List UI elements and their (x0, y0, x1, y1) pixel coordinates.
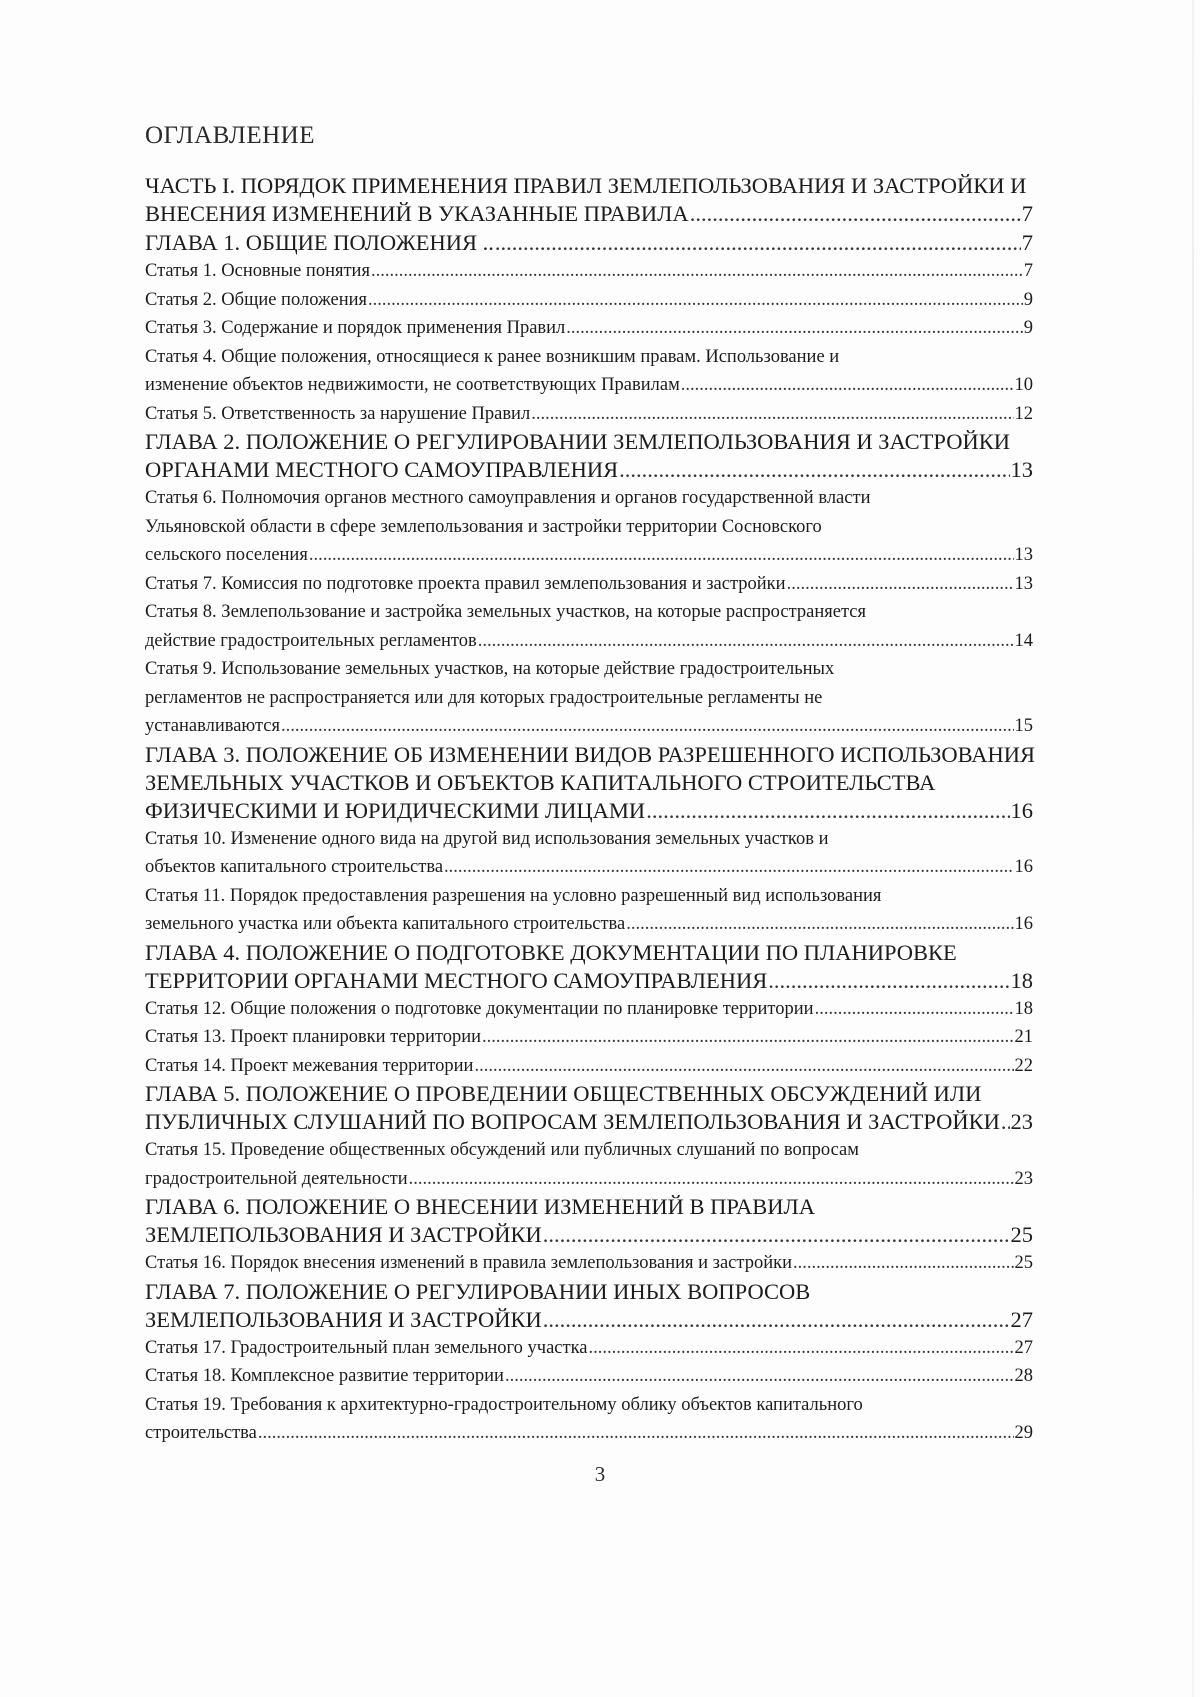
toc-entry-article (145, 286, 1033, 315)
dot-leader (589, 1334, 1014, 1363)
toc-entry-last-line (145, 257, 1033, 286)
dot-leader (258, 1419, 1014, 1448)
toc-entry-article (145, 1052, 1033, 1081)
toc-entry-text: Статья 16. Порядок внесения изменений в правила землепользования и застройки (145, 1253, 792, 1273)
toc-entry-text: строительства (145, 1423, 257, 1443)
toc-page-number: 13 (1010, 457, 1033, 482)
toc-entry-last-line (145, 570, 1033, 599)
toc-page-number: 27 (1010, 1306, 1033, 1332)
toc-entry-line: ГЛАВА 5. ПОЛОЖЕНИЕ О ПРОВЕДЕНИИ ОБЩЕСТВЕННЫХ ОБСУЖДЕНИЙ ИЛИ (145, 1081, 982, 1106)
toc-entry-last-line (145, 1052, 1033, 1081)
toc-entry-chapter (145, 229, 1033, 257)
toc-entry-text: ГЛАВА 1. ОБЩИЕ ПОЛОЖЕНИЯ .. (145, 230, 494, 255)
toc-entry-line: ГЛАВА 7. ПОЛОЖЕНИЕ О РЕГУЛИРОВАНИИ ИНЫХ ВОПРОСОВ (145, 1278, 811, 1304)
toc-entry-line: ГЛАВА 4. ПОЛОЖЕНИЕ О ПОДГОТОВКЕ ДОКУМЕНТАЦИИ ПО ПЛАНИРОВКЕ (145, 939, 957, 965)
toc-entry-article (145, 314, 1033, 343)
toc-page-number: 10 (1014, 375, 1033, 395)
toc-page-number: 25 (1010, 1222, 1033, 1247)
toc-page-number: 25 (1014, 1253, 1033, 1273)
toc-entry-text: устанавливаются (145, 716, 281, 736)
dot-leader (815, 995, 1014, 1024)
toc-entry-article (145, 1249, 1033, 1278)
toc-page-number: 14 (1014, 630, 1033, 651)
toc-entry-last-line (145, 229, 1033, 257)
toc-entry-article (145, 257, 1033, 286)
toc-entry-last-line (145, 541, 1033, 570)
toc-entry-article (145, 1362, 1033, 1391)
toc-entry-article (145, 1391, 1033, 1448)
toc-entry-article (145, 882, 1033, 939)
dot-leader (566, 314, 1022, 343)
toc-entry-article (145, 598, 1033, 655)
toc-entry-last-line (145, 1334, 1033, 1363)
toc-entry-line: Ульяновской области в сфере землепользования и застройки территории Сосновского (145, 516, 822, 537)
table-of-contents (145, 172, 1033, 1448)
toc-entry-article (145, 400, 1033, 429)
toc-entry-last-line (145, 314, 1033, 343)
toc-entry-article (145, 825, 1033, 882)
toc-page-number: 22 (1014, 1055, 1033, 1076)
toc-page-number: 29 (1014, 1423, 1033, 1443)
toc-entry-line: регламентов не распространяется или для которых градостроительные регламенты не (145, 687, 823, 708)
toc-entry-line: Статья 4. Общие положения, относящиеся к ранее возникшим правам. Использование и (145, 346, 840, 367)
dot-leader (474, 1052, 1013, 1081)
toc-entry-line: ГЛАВА 6. ПОЛОЖЕНИЕ О ВНЕСЕНИИ ИЗМЕНЕНИЙ В ПРАВИЛА (145, 1194, 816, 1219)
toc-entry-last-line (145, 627, 1033, 656)
toc-entry-line: Статья 15. Проведение общественных обсуждений или публичных слушаний по вопросам (145, 1140, 859, 1160)
toc-page-number: 27 (1014, 1337, 1033, 1358)
toc-entry-last-line (145, 1419, 1033, 1448)
dot-leader (444, 853, 1013, 882)
dot-leader (626, 910, 1013, 939)
toc-entry-last-line (145, 995, 1033, 1024)
page-number: 3 (594, 1462, 606, 1486)
toc-entry-text: ЗЕМЛЕПОЛЬЗОВАНИЯ И ЗАСТРОЙКИ (145, 1306, 542, 1332)
toc-page-number: 12 (1014, 403, 1033, 424)
toc-entry-line: Статья 8. Землепользование и застройка земельных участков, на которые распространяется (145, 602, 867, 622)
toc-entry-line: Статья 10. Изменение одного вида на другой вид использования земельных участков и (145, 828, 829, 849)
toc-page-number: 9 (1023, 289, 1033, 310)
dot-leader (505, 1362, 1014, 1391)
toc-entry-line: ЗЕМЕЛЬНЫХ УЧАСТКОВ И ОБЪЕКТОВ КАПИТАЛЬНОГО СТРОИТЕЛЬСТВА (145, 769, 936, 795)
toc-entry-part (145, 172, 1033, 228)
toc-entry-last-line (145, 286, 1033, 315)
toc-entry-text: ОРГАНАМИ МЕСТНОГО САМОУПРАВЛЕНИЯ (145, 457, 619, 482)
scan-edge (1192, 0, 1194, 1697)
dot-leader (787, 570, 1014, 599)
toc-entry-article (145, 1023, 1033, 1052)
toc-entry-text: земельного участка или объекта капитального строительства (145, 914, 626, 934)
toc-entry-text: действие градостроительных регламентов (145, 630, 477, 651)
toc-page-number: 23 (1010, 1109, 1033, 1134)
toc-entry-last-line (145, 1249, 1033, 1278)
toc-entry-chapter (145, 1080, 1033, 1136)
toc-entry-chapter (145, 1193, 1033, 1249)
toc-entry-article (145, 995, 1033, 1024)
dot-leader (371, 257, 1023, 286)
toc-entry-text: Статья 18. Комплексное развитие территории (145, 1366, 504, 1386)
toc-entry-text: Статья 12. Общие положения о подготовке документации по планировке территории (145, 998, 814, 1019)
toc-page-number: 18 (1014, 998, 1033, 1019)
toc-page-number: 18 (1010, 967, 1033, 993)
dot-leader (281, 712, 1013, 741)
toc-page-number: 23 (1014, 1168, 1033, 1189)
toc-page-number: 16 (1010, 797, 1033, 823)
dot-leader (690, 200, 1021, 228)
toc-entry-last-line (145, 967, 1033, 995)
toc-entry-text: объектов капитального строительства (145, 857, 444, 877)
dot-leader (543, 1306, 1010, 1334)
toc-entry-text: сельского поселения (145, 545, 308, 565)
toc-entry-text: Статья 1. Основные понятия (145, 261, 370, 281)
dot-leader (619, 456, 1009, 484)
toc-entry-last-line (145, 1362, 1033, 1391)
dot-leader (646, 797, 1009, 825)
toc-page-number: 7 (1023, 261, 1033, 281)
toc-entry-chapter (145, 741, 1033, 825)
toc-page-number: 13 (1014, 573, 1033, 594)
dot-leader (309, 541, 1014, 570)
toc-entry-line: ЧАСТЬ I. ПОРЯДОК ПРИМЕНЕНИЯ ПРАВИЛ ЗЕМЛЕПОЛЬЗОВАНИЯ И ЗАСТРОЙКИ И (145, 173, 1027, 198)
toc-entry-text: Статья 3. Содержание и порядок применения Правил (145, 318, 566, 338)
dot-leader (681, 371, 1014, 400)
toc-entry-article (145, 655, 1033, 741)
toc-entry-last-line (145, 1023, 1033, 1052)
toc-entry-last-line (145, 712, 1033, 741)
toc-entry-chapter (145, 428, 1033, 484)
toc-page-number: 7 (1021, 230, 1033, 255)
dot-leader (793, 1249, 1014, 1278)
toc-entry-text: Статья 14. Проект межевания территории (145, 1055, 474, 1076)
dot-leader (768, 967, 1009, 995)
toc-entry-last-line (145, 400, 1033, 429)
toc-page-number: 16 (1014, 857, 1033, 877)
toc-entry-article (145, 343, 1033, 400)
toc-entry-line: Статья 6. Полномочия органов местного самоуправления и органов государственной власти (145, 488, 871, 508)
toc-entry-text: ТЕРРИТОРИИ ОРГАНАМИ МЕСТНОГО САМОУПРАВЛЕНИЯ (145, 967, 768, 993)
toc-entry-line: ГЛАВА 3. ПОЛОЖЕНИЕ ОБ ИЗМЕНЕНИИ ВИДОВ РАЗРЕШЕННОГО ИСПОЛЬЗОВАНИЯ (145, 741, 1035, 767)
toc-entry-text: Статья 7. Комиссия по подготовке проекта правил землепользования и застройки (145, 573, 786, 594)
toc-entry-text: ФИЗИЧЕСКИМИ И ЮРИДИЧЕСКИМИ ЛИЦАМИ (145, 797, 646, 823)
toc-page-number: 16 (1014, 914, 1033, 934)
dot-leader (495, 229, 1021, 257)
toc-page-number: 28 (1014, 1366, 1033, 1386)
toc-entry-chapter (145, 1278, 1033, 1334)
toc-entry-text: изменение объектов недвижимости, не соответствующих Правилам (145, 375, 680, 395)
toc-entry-chapter (145, 939, 1033, 995)
toc-page-number: 9 (1023, 318, 1033, 338)
toc-entry-article (145, 1136, 1033, 1193)
toc-entry-article (145, 484, 1033, 570)
toc-entry-article (145, 570, 1033, 599)
toc-entry-last-line (145, 910, 1033, 939)
toc-entry-text: градостроительной деятельности (145, 1168, 408, 1189)
toc-page-number: 15 (1014, 716, 1033, 736)
toc-entry-last-line (145, 1306, 1033, 1334)
toc-entry-line: Статья 9. Использование земельных участков, на которые действие градостроительных (145, 659, 835, 679)
toc-entry-text: ЗЕМЛЕПОЛЬЗОВАНИЯ И ЗАСТРОЙКИ (145, 1222, 542, 1247)
toc-entry-article (145, 1334, 1033, 1363)
toc-entry-last-line (145, 797, 1033, 825)
dot-leader (368, 286, 1023, 315)
toc-entry-text: Статья 13. Проект планировки территории (145, 1027, 482, 1047)
toc-entry-last-line (145, 853, 1033, 882)
dot-leader (482, 1023, 1013, 1052)
dot-leader (409, 1165, 1014, 1194)
toc-entry-text: Статья 2. Общие положения (145, 289, 368, 310)
toc-entry-line: ГЛАВА 2. ПОЛОЖЕНИЕ О РЕГУЛИРОВАНИИ ЗЕМЛЕПОЛЬЗОВАНИЯ И ЗАСТРОЙКИ (145, 429, 1010, 454)
dot-leader (543, 1221, 1010, 1249)
dot-leader (478, 627, 1014, 656)
toc-entry-text: ПУБЛИЧНЫХ СЛУШАНИЙ ПО ВОПРОСАМ ЗЕМЛЕПОЛЬЗОВАНИЯ И ЗАСТРОЙКИ (145, 1109, 1000, 1134)
toc-page-number: 7 (1021, 201, 1033, 226)
toc-page-number: 21 (1014, 1027, 1033, 1047)
toc-entry-last-line (145, 456, 1033, 484)
toc-entry-text: ВНЕСЕНИЯ ИЗМЕНЕНИЙ В УКАЗАННЫЕ ПРАВИЛА (145, 201, 689, 226)
dot-leader (531, 400, 1013, 429)
dot-leader (1001, 1108, 1010, 1136)
toc-entry-line: Статья 19. Требования к архитектурно-градостроительному облику объектов капитального (145, 1394, 863, 1415)
toc-entry-last-line (145, 1221, 1033, 1249)
toc-entry-last-line (145, 1108, 1033, 1136)
toc-entry-text: Статья 17. Градостроительный план земельного участка (145, 1337, 588, 1358)
toc-entry-last-line (145, 371, 1033, 400)
toc-entry-last-line (145, 1165, 1033, 1194)
toc-page-number: 13 (1014, 545, 1033, 565)
toc-entry-text: Статья 5. Ответственность за нарушение Правил (145, 403, 531, 424)
toc-entry-last-line (145, 200, 1033, 228)
toc-title: ОГЛАВЛЕНИЕ (145, 122, 315, 149)
toc-entry-line: Статья 11. Порядок предоставления разрешения на условно разрешенный вид использования (145, 885, 882, 906)
